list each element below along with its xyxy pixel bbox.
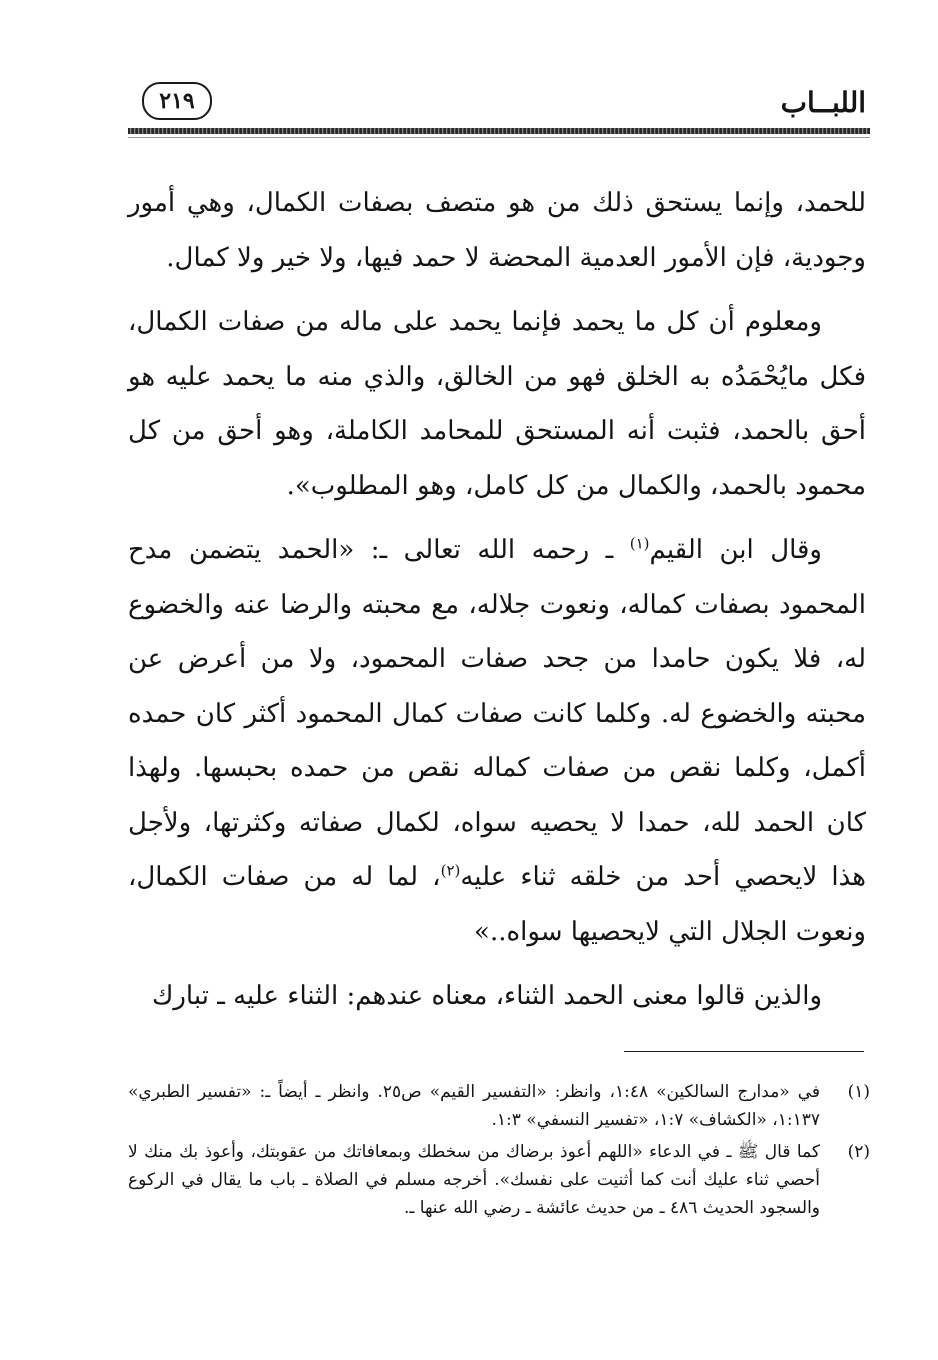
footnote-2-text: كما قال ﷺ ـ في الدعاء «اللهم أعوذ برضاك من سخطك وبمعافاتك من عقوبتك، وأعوذ بك منك لا أحصي ثناء عليك أنت كما أثنيت على نفسك». أخرجه مسلم في الصلاة ـ باب ما يقال في الركوع والسجود الحديث ٤٨٦ ـ من حديث عائشة ـ رضي الله عنها ـ. <box>128 1142 820 1218</box>
footnote-1-text: في «مدارج السالكين» ١:٤٨، وانظر: «التفسير القيم» ص٢٥. وانظر ـ أيضاً ـ: «تفسير الطبري» ١:١٣٧، «الكشاف» ١:٧، «تفسير النسفي» ١:٣. <box>128 1082 820 1130</box>
running-title: اللبــاب <box>780 86 866 119</box>
footnotes <box>128 1078 870 1226</box>
footnote-ref-2[interactable]: (٢) <box>440 861 461 880</box>
header-rule-thin <box>128 137 870 138</box>
page-number: ٢١٩ <box>142 82 212 120</box>
paragraph-4: والذين قالوا معنى الحمد الثناء، معناه عندهم: الثناء عليه ـ تبارك <box>151 981 822 1011</box>
footnote-ref-1[interactable]: (١) <box>629 534 650 553</box>
paragraph-3-part-2: ـ رحمه الله تعالى ـ: «الحمد يتضمن مدح المحمود بصفات كماله، ونعوت جلاله، مع محبته والرضا عنه والخضوع له، فلا يكون حامدا من جحد صفات المحمود، ولا من أعرض عن محبته والخضوع له. وكلما كانت صفات كمال المحمود أكثر كان حمده أكمل، وكلما نقص من صفات كماله نقص من حمده بحبسها. ولهذا كان الحمد لله، حمدا لا يحصيه سواه، لكمال صفاته وكثرتها، ولأجل هذا لايحصي أحد من خلقه ثناء عليه <box>128 535 866 892</box>
paragraph-3-part-1: وقال ابن القيم <box>649 535 822 565</box>
header-rule <box>128 128 870 134</box>
paragraph-1: للحمد، وإنما يستحق ذلك من هو متصف بصفات الكمال، وهي أمور وجودية، فإن الأمور العدمية المحضة لا حمد فيها، ولا خير ولا كمال. <box>128 188 866 273</box>
footnote-separator <box>624 1051 864 1052</box>
page-header <box>128 72 868 128</box>
footnote-2 <box>128 1138 870 1222</box>
footnote-1-number: (١) <box>847 1082 870 1102</box>
footnote-1 <box>128 1078 870 1134</box>
main-text <box>128 176 866 1024</box>
footnote-2-number: (٢) <box>847 1142 870 1162</box>
paragraph-3 <box>128 523 866 959</box>
paragraph-3-part-3: ، لما له من صفات الكمال، ونعوت الجلال التي لايحصيها سواه..» <box>128 862 866 947</box>
paragraph-2: ومعلوم أن كل ما يحمد فإنما يحمد على ماله من صفات الكمال، فكل مايُحْمَدُه به الخلق فهو من الخالق، والذي منه ما يحمد عليه هو أحق بالحمد، فثبت أنه المستحق للمحامد الكاملة، وهو أحق من كل محمود بالحمد، والكمال من كل كامل، وهو المطلوب». <box>128 307 866 501</box>
